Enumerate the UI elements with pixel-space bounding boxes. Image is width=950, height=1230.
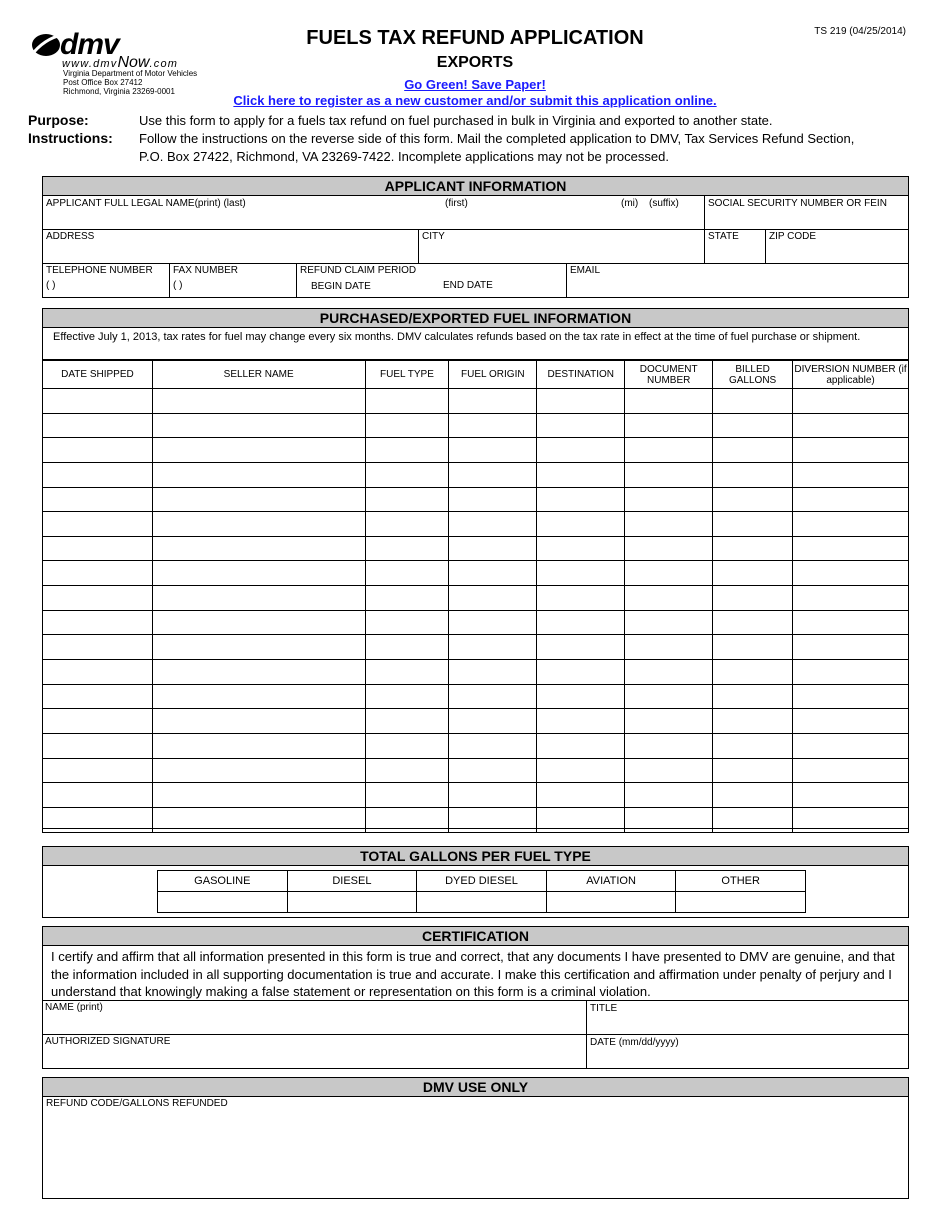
fuel-entry-cell[interactable] bbox=[449, 512, 537, 537]
fuel-entry-cell[interactable] bbox=[152, 462, 365, 487]
fuel-entry-cell[interactable] bbox=[152, 413, 365, 438]
table-row bbox=[43, 758, 909, 783]
applicant-section bbox=[42, 176, 909, 298]
register-online-link[interactable]: Click here to register as a new customer and/or submit this application online. bbox=[233, 93, 717, 108]
totals-table bbox=[157, 870, 806, 913]
fuel-entry-cell[interactable] bbox=[537, 635, 625, 660]
fuel-entry-cell[interactable] bbox=[152, 758, 365, 783]
fuel-entry-cell[interactable] bbox=[43, 389, 153, 414]
fuel-entry-cell[interactable] bbox=[449, 561, 537, 586]
fuel-entry-cell[interactable] bbox=[537, 660, 625, 685]
fuel-entry-cell[interactable] bbox=[793, 512, 909, 537]
table-row bbox=[43, 438, 909, 463]
fuel-table bbox=[42, 360, 909, 833]
fuel-entry-cell[interactable] bbox=[793, 758, 909, 783]
certification-section bbox=[42, 926, 909, 1069]
fuel-entry-cell[interactable] bbox=[625, 758, 713, 783]
instructions-text: Follow the instructions on the reverse side of this form. Mail the completed application to DMV, Tax Services Refund Section, P.O. Box 27422, Richmond, VA 23269-7422. Incomplete applications may not be processed. bbox=[139, 131, 855, 164]
fuel-entry-cell[interactable] bbox=[365, 487, 449, 512]
fuel-entry-cell[interactable] bbox=[365, 733, 449, 758]
fuel-entry-cell[interactable] bbox=[537, 733, 625, 758]
totals-section bbox=[42, 846, 909, 918]
other-total-input[interactable] bbox=[676, 892, 806, 913]
logo-brand: dmv bbox=[60, 28, 119, 61]
applicant-name-field[interactable]: APPLICANT FULL LEGAL NAME(print) (last) (first) (mi) (suffix) bbox=[43, 196, 705, 230]
fuel-entry-cell[interactable] bbox=[537, 561, 625, 586]
table-row bbox=[43, 807, 909, 832]
fuel-entry-cell[interactable] bbox=[793, 438, 909, 463]
fuel-entry-cell[interactable] bbox=[793, 413, 909, 438]
fuel-entry-cell[interactable] bbox=[43, 758, 153, 783]
fuel-entry-cell[interactable] bbox=[625, 635, 713, 660]
table-row bbox=[43, 413, 909, 438]
fuel-entry-cell[interactable] bbox=[43, 709, 153, 734]
fuel-entry-cell[interactable] bbox=[449, 684, 537, 709]
fuel-entry-cell[interactable] bbox=[537, 462, 625, 487]
table-row bbox=[43, 660, 909, 685]
fuel-entry-cell[interactable] bbox=[449, 758, 537, 783]
fuel-entry-cell[interactable] bbox=[793, 807, 909, 832]
fuel-entry-cell[interactable] bbox=[365, 389, 449, 414]
fuel-entry-cell[interactable] bbox=[152, 783, 365, 808]
fuel-entry-cell[interactable] bbox=[365, 536, 449, 561]
fuel-entry-cell[interactable] bbox=[625, 389, 713, 414]
fuel-entry-cell[interactable] bbox=[43, 586, 153, 611]
column-header: DESTINATION bbox=[537, 361, 625, 389]
fuel-entry-cell[interactable] bbox=[43, 807, 153, 832]
fuel-entry-cell[interactable] bbox=[793, 709, 909, 734]
table-row bbox=[43, 536, 909, 561]
logo-url: www.dmvNow.com bbox=[62, 54, 179, 71]
fuel-entry-cell[interactable] bbox=[449, 487, 537, 512]
column-header: FUEL ORIGIN bbox=[449, 361, 537, 389]
fuel-entry-cell[interactable] bbox=[713, 807, 793, 832]
fuel-entry-cell[interactable] bbox=[152, 586, 365, 611]
certification-heading: CERTIFICATION bbox=[43, 927, 908, 946]
go-green-link[interactable]: Go Green! Save Paper! bbox=[404, 77, 546, 92]
fuel-entry-cell[interactable] bbox=[449, 536, 537, 561]
fuel-entry-cell[interactable] bbox=[365, 413, 449, 438]
fuel-info-section bbox=[42, 308, 909, 829]
fuel-entry-cell[interactable] bbox=[793, 610, 909, 635]
fuel-entry-cell[interactable] bbox=[449, 635, 537, 660]
dmv-use-heading: DMV USE ONLY bbox=[43, 1078, 908, 1097]
fuel-entry-cell[interactable] bbox=[713, 586, 793, 611]
fuel-entry-cell[interactable] bbox=[365, 684, 449, 709]
applicant-heading: APPLICANT INFORMATION bbox=[43, 177, 908, 196]
fuel-entry-cell[interactable] bbox=[43, 536, 153, 561]
fuel-type-label: AVIATION bbox=[546, 871, 676, 892]
fuel-entry-cell[interactable] bbox=[152, 733, 365, 758]
table-row bbox=[43, 684, 909, 709]
fuel-entry-cell[interactable] bbox=[43, 635, 153, 660]
column-header: SELLER NAME bbox=[152, 361, 365, 389]
fuel-entry-cell[interactable] bbox=[43, 462, 153, 487]
fuel-entry-cell[interactable] bbox=[365, 462, 449, 487]
form-number: TS 219 (04/25/2014) bbox=[814, 26, 906, 37]
fuel-entry-cell[interactable] bbox=[365, 610, 449, 635]
fuel-entry-cell[interactable] bbox=[365, 635, 449, 660]
fuel-entry-cell[interactable] bbox=[449, 438, 537, 463]
fuel-entry-cell[interactable] bbox=[152, 709, 365, 734]
fuel-entry-cell[interactable] bbox=[793, 783, 909, 808]
fuel-entry-cell[interactable] bbox=[793, 684, 909, 709]
fuel-entry-cell[interactable] bbox=[365, 438, 449, 463]
fuel-entry-cell[interactable] bbox=[365, 561, 449, 586]
fuel-entry-cell[interactable] bbox=[793, 586, 909, 611]
fuel-entry-cell[interactable] bbox=[449, 807, 537, 832]
fuel-entry-cell[interactable] bbox=[537, 438, 625, 463]
zip-code-field[interactable]: ZIP CODE bbox=[766, 230, 908, 264]
fuel-type-label: DYED DIESEL bbox=[417, 871, 547, 892]
gasoline-total-input[interactable] bbox=[158, 892, 288, 913]
totals-heading: TOTAL GALLONS PER FUEL TYPE bbox=[43, 847, 908, 866]
table-row bbox=[43, 783, 909, 808]
fuel-entry-cell[interactable] bbox=[793, 487, 909, 512]
fuel-entry-cell[interactable] bbox=[625, 561, 713, 586]
dyed-diesel-total-input[interactable] bbox=[417, 892, 547, 913]
fuel-entry-cell[interactable] bbox=[152, 684, 365, 709]
diesel-total-input[interactable] bbox=[287, 892, 417, 913]
fuel-entry-cell[interactable] bbox=[365, 660, 449, 685]
fuel-entry-cell[interactable] bbox=[625, 438, 713, 463]
aviation-total-input[interactable] bbox=[546, 892, 676, 913]
fuel-entry-cell[interactable] bbox=[449, 610, 537, 635]
column-header: BILLED GALLONS bbox=[713, 361, 793, 389]
fuel-entry-cell[interactable] bbox=[713, 389, 793, 414]
fuel-entry-cell[interactable] bbox=[43, 684, 153, 709]
fuel-entry-cell[interactable] bbox=[365, 758, 449, 783]
fuel-entry-cell[interactable] bbox=[713, 536, 793, 561]
fuel-entry-cell[interactable] bbox=[152, 635, 365, 660]
fuel-entry-cell[interactable] bbox=[152, 536, 365, 561]
refund-claim-period-field[interactable]: REFUND CLAIM PERIOD BEGIN DATE END DATE bbox=[297, 264, 567, 297]
table-row bbox=[43, 586, 909, 611]
fuel-entry-cell[interactable] bbox=[713, 684, 793, 709]
page-title: FUELS TAX REFUND APPLICATION bbox=[306, 27, 644, 49]
fuel-entry-cell[interactable] bbox=[793, 660, 909, 685]
authorized-signature-field[interactable]: AUTHORIZED SIGNATURE bbox=[43, 1035, 587, 1068]
fuel-entry-cell[interactable] bbox=[43, 783, 153, 808]
fuel-entry-cell[interactable] bbox=[152, 512, 365, 537]
instructions-label: Instructions: bbox=[28, 130, 113, 146]
fuel-entry-cell[interactable] bbox=[449, 783, 537, 808]
fuel-entry-cell[interactable] bbox=[537, 536, 625, 561]
fuel-entry-cell[interactable] bbox=[537, 413, 625, 438]
fuel-entry-cell[interactable] bbox=[793, 733, 909, 758]
title-field[interactable]: TITLE bbox=[587, 1001, 908, 1035]
fuel-entry-cell[interactable] bbox=[625, 733, 713, 758]
fuel-entry-cell[interactable] bbox=[537, 783, 625, 808]
fuel-entry-cell[interactable] bbox=[793, 462, 909, 487]
table-row bbox=[43, 389, 909, 414]
dmv-use-section bbox=[42, 1077, 909, 1199]
fuel-entry-cell[interactable] bbox=[537, 758, 625, 783]
fuel-entry-cell[interactable] bbox=[713, 462, 793, 487]
fuel-info-note: Effective July 1, 2013, tax rates for fuel may change every six months. DMV calculates refunds based on the tax rate in effect at the time of fuel purchase or shipment. bbox=[43, 328, 908, 360]
table-row bbox=[43, 635, 909, 660]
fuel-entry-cell[interactable] bbox=[625, 413, 713, 438]
fuel-entry-cell[interactable] bbox=[43, 733, 153, 758]
address-field[interactable]: ADDRESS bbox=[43, 230, 419, 264]
fuel-entry-cell[interactable] bbox=[713, 610, 793, 635]
table-row bbox=[43, 610, 909, 635]
fuel-entry-cell[interactable] bbox=[537, 684, 625, 709]
refund-code-field[interactable]: REFUND CODE/GALLONS REFUNDED bbox=[46, 1098, 228, 1109]
fuel-entry-cell[interactable] bbox=[43, 561, 153, 586]
fuel-entry-cell[interactable] bbox=[625, 610, 713, 635]
fuel-entry-cell[interactable] bbox=[713, 635, 793, 660]
fuel-entry-cell[interactable] bbox=[365, 512, 449, 537]
fuel-entry-cell[interactable] bbox=[365, 586, 449, 611]
column-header: DIVERSION NUMBER (if applicable) bbox=[793, 361, 909, 389]
logo-address: Virginia Department of Motor Vehicles Post Office Box 27412 Richmond, Virginia 23269-0001 bbox=[63, 69, 198, 96]
certification-text: I certify and affirm that all information presented in this form is true and correct, that any documents I have presented to DMV are genuine, and that the information included in all supporting documentation is true and accurate. I make this certification and affirmation under penalty of perjury and I understand that knowingly making a false statement or representation on this form is a criminal violation. bbox=[43, 946, 908, 1001]
purpose-text: Use this form to apply for a fuels tax refund on fuel purchased in bulk in Virginia and exported to another state. bbox=[139, 113, 773, 128]
table-row bbox=[43, 512, 909, 537]
fuel-entry-cell[interactable] bbox=[449, 586, 537, 611]
fuel-entry-cell[interactable] bbox=[152, 389, 365, 414]
fuel-entry-cell[interactable] bbox=[713, 487, 793, 512]
fuel-info-heading: PURCHASED/EXPORTED FUEL INFORMATION bbox=[43, 309, 908, 328]
fuel-entry-cell[interactable] bbox=[625, 487, 713, 512]
city-field[interactable]: CITY bbox=[419, 230, 705, 264]
fuel-entry-cell[interactable] bbox=[793, 635, 909, 660]
fuel-entry-cell[interactable] bbox=[713, 758, 793, 783]
fuel-entry-cell[interactable] bbox=[625, 462, 713, 487]
fuel-entry-cell[interactable] bbox=[365, 709, 449, 734]
fuel-entry-cell[interactable] bbox=[625, 783, 713, 808]
fuel-entry-cell[interactable] bbox=[43, 512, 153, 537]
fuel-entry-cell[interactable] bbox=[625, 536, 713, 561]
fuel-entry-cell[interactable] bbox=[537, 389, 625, 414]
fuel-entry-cell[interactable] bbox=[43, 438, 153, 463]
state-field[interactable]: STATE bbox=[705, 230, 766, 264]
fuel-table-header bbox=[43, 361, 909, 389]
fax-field[interactable]: FAX NUMBER ( ) bbox=[170, 264, 297, 297]
column-header: FUEL TYPE bbox=[365, 361, 449, 389]
table-row bbox=[43, 561, 909, 586]
fuel-type-label: DIESEL bbox=[287, 871, 417, 892]
fuel-entry-cell[interactable] bbox=[449, 413, 537, 438]
fuel-type-label: OTHER bbox=[676, 871, 806, 892]
fuel-entry-cell[interactable] bbox=[625, 586, 713, 611]
fuel-entry-cell[interactable] bbox=[713, 709, 793, 734]
fuel-entry-cell[interactable] bbox=[713, 413, 793, 438]
fuel-entry-cell[interactable] bbox=[152, 807, 365, 832]
name-print-field[interactable]: NAME (print) bbox=[43, 1001, 587, 1035]
fuel-entry-cell[interactable] bbox=[625, 512, 713, 537]
fuel-entry-cell[interactable] bbox=[43, 660, 153, 685]
fuel-entry-cell[interactable] bbox=[625, 709, 713, 734]
fuel-entry-cell[interactable] bbox=[152, 487, 365, 512]
fuel-entry-cell[interactable] bbox=[152, 660, 365, 685]
fuel-entry-cell[interactable] bbox=[537, 487, 625, 512]
purpose-label: Purpose: bbox=[28, 112, 89, 128]
fuel-entry-cell[interactable] bbox=[793, 536, 909, 561]
fuel-entry-cell[interactable] bbox=[449, 389, 537, 414]
fuel-entry-cell[interactable] bbox=[365, 807, 449, 832]
fuel-entry-cell[interactable] bbox=[713, 512, 793, 537]
fuel-entry-cell[interactable] bbox=[43, 487, 153, 512]
table-row bbox=[43, 709, 909, 734]
fuel-entry-cell[interactable] bbox=[537, 512, 625, 537]
table-row bbox=[43, 733, 909, 758]
fuel-entry-cell[interactable] bbox=[793, 561, 909, 586]
fuel-entry-cell[interactable] bbox=[793, 389, 909, 414]
fuel-entry-cell[interactable] bbox=[43, 413, 153, 438]
fuel-entry-cell[interactable] bbox=[625, 684, 713, 709]
fuel-entry-cell[interactable] bbox=[449, 660, 537, 685]
fuel-entry-cell[interactable] bbox=[713, 561, 793, 586]
fuel-entry-cell[interactable] bbox=[43, 610, 153, 635]
fuel-entry-cell[interactable] bbox=[713, 438, 793, 463]
fuel-entry-cell[interactable] bbox=[537, 610, 625, 635]
email-field[interactable]: EMAIL bbox=[570, 265, 601, 276]
telephone-field[interactable]: TELEPHONE NUMBER ( ) bbox=[43, 264, 170, 297]
fuel-entry-cell[interactable] bbox=[365, 783, 449, 808]
fuel-entry-cell[interactable] bbox=[152, 610, 365, 635]
fuel-entry-cell[interactable] bbox=[537, 586, 625, 611]
column-header: DATE SHIPPED bbox=[43, 361, 153, 389]
fuel-entry-cell[interactable] bbox=[449, 733, 537, 758]
fuel-entry-cell[interactable] bbox=[537, 807, 625, 832]
column-header: DOCUMENT NUMBER bbox=[625, 361, 713, 389]
fuel-entry-cell[interactable] bbox=[625, 660, 713, 685]
fuel-entry-cell[interactable] bbox=[713, 733, 793, 758]
fuel-type-label: GASOLINE bbox=[158, 871, 288, 892]
fuel-entry-cell[interactable] bbox=[152, 438, 365, 463]
fuel-entry-cell[interactable] bbox=[713, 783, 793, 808]
fuel-entry-cell[interactable] bbox=[449, 709, 537, 734]
signature-date-field[interactable]: DATE (mm/dd/yyyy) bbox=[590, 1037, 679, 1048]
fuel-entry-cell[interactable] bbox=[713, 660, 793, 685]
fuel-entry-cell[interactable] bbox=[449, 462, 537, 487]
fuel-entry-cell[interactable] bbox=[625, 807, 713, 832]
fuel-entry-cell[interactable] bbox=[537, 709, 625, 734]
fuel-entry-cell[interactable] bbox=[152, 561, 365, 586]
page-subtitle: EXPORTS bbox=[436, 54, 514, 71]
ssn-fein-field[interactable]: SOCIAL SECURITY NUMBER OR FEIN bbox=[705, 196, 908, 230]
table-row bbox=[43, 487, 909, 512]
table-row bbox=[43, 462, 909, 487]
